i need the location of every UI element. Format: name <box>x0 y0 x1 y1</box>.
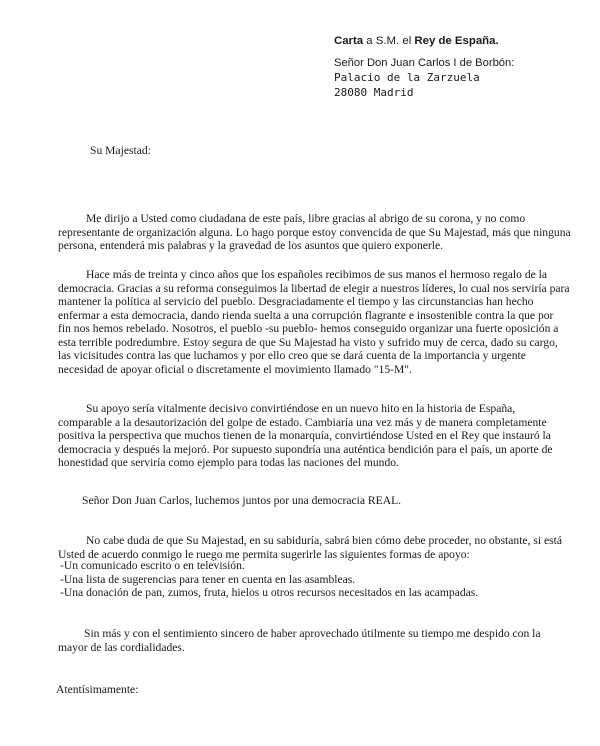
paragraph-line: mayor de las cordialidades. <box>58 640 185 654</box>
paragraph-line: positiva la perspectiva que muchos tienen de la monarquía, convirtiéndose Usted en el Rey que instauró la <box>58 429 551 442</box>
paragraph-line: democracia. Gracias a su reforma conseguimos la libertad de elegir a nuestros líderes, lo cual nos serviría para <box>58 281 570 295</box>
paragraph-line: representante de organización alguna. Lo hago porque estoy convencida de que Su Majestad, más que ninguna <box>58 225 571 239</box>
paragraph-line: fin nos hemos rebelado. Nosotros, el pueblo -su pueblo- hemos conseguido organizar una fuerte oposición a <box>58 322 559 335</box>
paragraph-line: Su apoyo sería vitalmente decisivo convirtiéndose en un nuevo hito en la historia de España, <box>86 402 516 415</box>
paragraph-history <box>58 268 570 376</box>
paragraph-line: enfermar a esta democracia, dando rienda suelta a una corrupción flagrante e insostenible contra la que por <box>58 308 554 322</box>
list-item: -Una lista de sugerencias para tener en cuenta en las asambleas. <box>60 572 356 586</box>
closing: Atentísimamente: <box>56 683 139 696</box>
paragraph-line: Usted de acuerdo conmigo le ruego me permita sugerirle las siguientes formas de apoyo: <box>58 547 470 561</box>
paragraph-line: mantener la política al servicio del pueblo. Desgraciadamente el tiempo y las circunstancias han hecho <box>58 295 534 308</box>
paragraph-support <box>58 402 558 470</box>
address-line-2: 28080 Madrid <box>334 86 414 99</box>
address-line-1: Palacio de la Zarzuela <box>334 71 480 84</box>
paragraph-line: No cabe duda de que Su Majestad, en su sabiduría, sabrá bien cómo debe proceder, no obstante, si está <box>86 534 563 547</box>
letter-title: Carta a S.M. el Rey de España. <box>334 35 499 47</box>
paragraph-line: comparable a la desautorización del golpe de estado. Cambiaría una vez más y de manera completamente <box>58 415 547 429</box>
list-item: -Un comunicado escrito o en televisión. <box>60 559 245 572</box>
paragraph-request <box>58 534 563 561</box>
paragraph-line: las vicisitudes contra las que luchamos y por ello creo que se dará cuenta de la importancia y urgente <box>58 349 526 362</box>
paragraph-appeal <box>56 494 556 508</box>
support-list <box>60 559 478 600</box>
paragraph-intro <box>58 212 571 253</box>
paragraph-line: Señor Don Juan Carlos, luchemos juntos por una democracia REAL. <box>82 494 402 507</box>
paragraph-farewell <box>58 627 558 654</box>
paragraph-line: honestidad que serviría como ejemplo para todas las naciones del mundo. <box>58 456 399 469</box>
paragraph-line: esta terrible podredumbre. Estoy segura de que Su Majestad ha visto y sufrido muy de cerca, dado su cargo, <box>58 335 558 349</box>
letter-header <box>334 34 594 100</box>
recipient-name: Señor Don Juan Carlos I de Borbón: <box>334 57 515 69</box>
paragraph-line: necesidad de apoyar oficial o discretamente el movimiento llamado "15-M". <box>58 362 412 376</box>
paragraph-line: Sin más y con el sentimiento sincero de haber aprovechado útilmente su tiempo me despido con la <box>84 627 541 640</box>
paragraph-line: democracia y después la mejoró. Por supuesto supondría una auténtica bendición para el país, un aporte de <box>58 442 553 456</box>
list-item: -Una donación de pan, zumos, fruta, hielos u otros recursos necesitados en las acampadas. <box>60 586 479 599</box>
paragraph-line: Me dirijo a Usted como ciudadana de este país, libre gracias al abrigo de su corona, y no como <box>86 212 526 225</box>
paragraph-line: Hace más de treinta y cinco años que los españoles recibimos de sus manos el hermoso regalo de la <box>86 268 548 281</box>
salutation: Su Majestad: <box>90 144 151 157</box>
paragraph-line: persona, entenderá mis palabras y la gravedad de los asuntos que quiero exponerle. <box>58 239 444 252</box>
